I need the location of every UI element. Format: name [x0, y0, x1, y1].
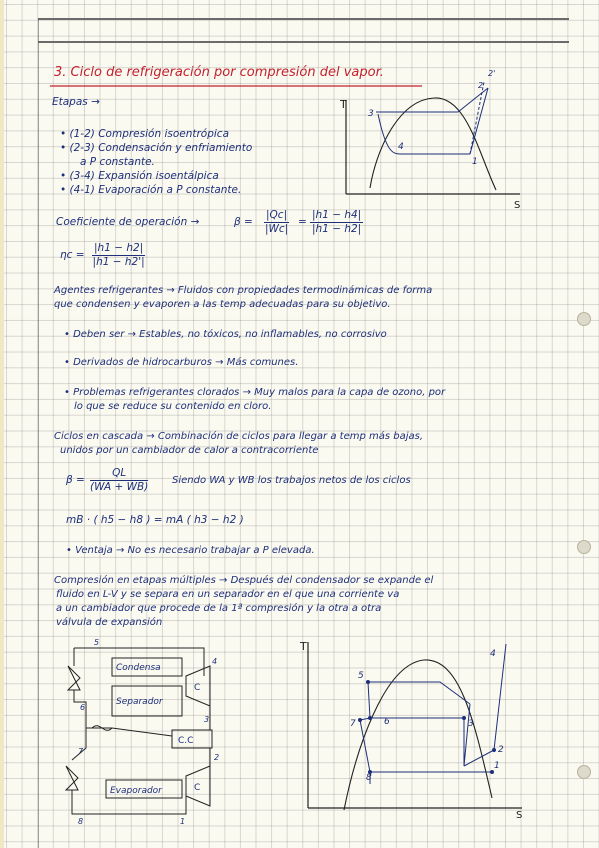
state-label: 2 [498, 745, 504, 755]
t-axis-label: T [340, 98, 347, 111]
binder-hole [577, 312, 591, 326]
state-point [366, 680, 370, 684]
node-label: 2 [214, 753, 220, 762]
node-label: 4 [212, 657, 218, 666]
binder-hole [577, 765, 591, 779]
state-point [462, 716, 466, 720]
s-axis-label: S [514, 200, 521, 211]
cascada-line: unidos por un cambiador de calor a contracorriente [60, 445, 319, 456]
etapas-heading: Etapas → [52, 96, 100, 108]
equals-sign: = [298, 216, 307, 228]
fraction-numerator: |h1 − h2| [94, 242, 144, 254]
expansion-valve [68, 666, 80, 690]
node-label: 8 [78, 817, 84, 826]
fraction-efficiency [92, 242, 145, 269]
fraction-q-w [264, 209, 289, 236]
compressor-label: C [194, 683, 201, 693]
cycle-lower [378, 114, 470, 154]
cycle-line [368, 682, 470, 704]
state-label: 4 [490, 649, 496, 659]
ts-diagram-multistage [300, 640, 530, 820]
state-label: 7 [350, 719, 356, 729]
node-label: 5 [94, 638, 100, 647]
header-rule-bottom [38, 41, 569, 43]
evaporator-label: Evaporador [110, 786, 162, 796]
section-title: 3. Ciclo de refrigeración por compresión del vapor. [54, 65, 384, 80]
eta-symbol: ηc = [60, 249, 85, 261]
header-rule [38, 18, 569, 20]
node-label: 7 [78, 747, 84, 756]
agentes-bullet: • Problemas refrigerantes clorados → Muy malos para la capa de ozono, por [64, 387, 446, 398]
desuperheat-line [458, 88, 488, 112]
multistage-schematic [54, 636, 234, 826]
beta-symbol: β = [234, 216, 253, 228]
cascada-beta: β = [66, 474, 85, 486]
heat-exchanger-label: C.C [178, 736, 194, 746]
cycle-line [464, 704, 470, 766]
etapa-item: • (3-4) Expansión isoentálpica [60, 170, 219, 182]
state-label: 3 [368, 109, 374, 119]
multiple-stages-line: a un cambiador que procede de la 1ª compresión y la otra a otra [56, 603, 382, 614]
multiple-stages-line: válvula de expansión [56, 617, 163, 628]
ts-diagram-vapor-compression [338, 69, 528, 211]
cascada-siendo: Siendo WA y WB los trabajos netos de los ciclos [172, 475, 411, 486]
fraction-numerator: |Qc| [266, 209, 288, 221]
pipe [112, 728, 172, 736]
margin-line [38, 18, 39, 848]
title-underline [50, 84, 430, 88]
cascada-balance: mB · ( h5 − h8 ) = mA ( h3 − h2 ) [66, 514, 244, 526]
paper-edge [0, 0, 4, 848]
compressor-label: C [194, 783, 201, 793]
state-label: 5 [358, 671, 364, 681]
compression-line [470, 88, 488, 154]
state-point [492, 748, 496, 752]
node-label: 1 [180, 817, 186, 826]
agentes-line: Agentes refrigerantes → Fluidos con propiedades termodinámicas de forma [54, 285, 433, 296]
cycle-line [368, 682, 464, 766]
state-label: 2' [488, 69, 496, 78]
state-label: 6 [384, 717, 390, 727]
agentes-line: que condensen y evaporen a las temp adecuadas para su objetivo. [54, 299, 391, 310]
fraction-denominator: (WA + WB) [90, 481, 149, 493]
coeficiente-label: Coeficiente de operación → [56, 216, 200, 228]
agentes-bullet: • Deben ser → Estables, no tóxicos, no inflamables, no corrosivo [64, 329, 387, 340]
state-label: 2 [478, 81, 484, 90]
node-label: 3 [204, 715, 210, 724]
state-label: 3 [468, 719, 474, 729]
cascada-line: Ciclos en cascada → Combinación de ciclos para llegar a temp más bajas, [54, 431, 424, 442]
fraction-cascade [90, 467, 148, 494]
fraction-denominator: |Wc| [264, 223, 289, 235]
state-label: 1 [494, 761, 500, 771]
condenser-label: Condensa [116, 663, 161, 673]
agentes-bullet: lo que se reduce su contenido en cloro. [74, 401, 272, 412]
state-label: 8 [366, 773, 372, 783]
multiple-stages-line: Compresión en etapas múltiples → Después del condensador se expande el [54, 575, 434, 586]
fraction-denominator: |h1 − h2'| [92, 256, 145, 268]
agentes-bullet: • Derivados de hidrocarburos → Más comunes. [64, 357, 299, 368]
t-axis-label: T [300, 640, 307, 653]
expansion-valve [66, 766, 78, 790]
binder-hole [577, 540, 591, 554]
separator-label: Separador [116, 697, 163, 707]
s-axis-label: S [516, 810, 523, 821]
fraction-enthalpy [310, 209, 363, 236]
state-label: 4 [398, 142, 404, 152]
node-label: 6 [80, 703, 86, 712]
state-point [358, 718, 362, 722]
multiple-stages-line: fluido en L-V y se separa en un separador en el que una corriente va [56, 589, 400, 600]
etapa-item: a P constante. [80, 156, 155, 168]
state-point [368, 716, 372, 720]
etapa-item: • (1-2) Compresión isoentrópica [60, 128, 230, 140]
fraction-numerator: QL [90, 467, 148, 481]
etapa-item: • (2-3) Condensación y enfriamiento [60, 142, 253, 154]
etapa-item: • (4-1) Evaporación a P constante. [60, 184, 242, 196]
fraction-numerator: |h1 − h4| [312, 209, 362, 221]
fraction-denominator: |h1 − h2| [312, 223, 362, 235]
state-label: 1 [472, 157, 478, 167]
cascada-ventaja: • Ventaja → No es necesario trabajar a P elevada. [66, 545, 315, 556]
